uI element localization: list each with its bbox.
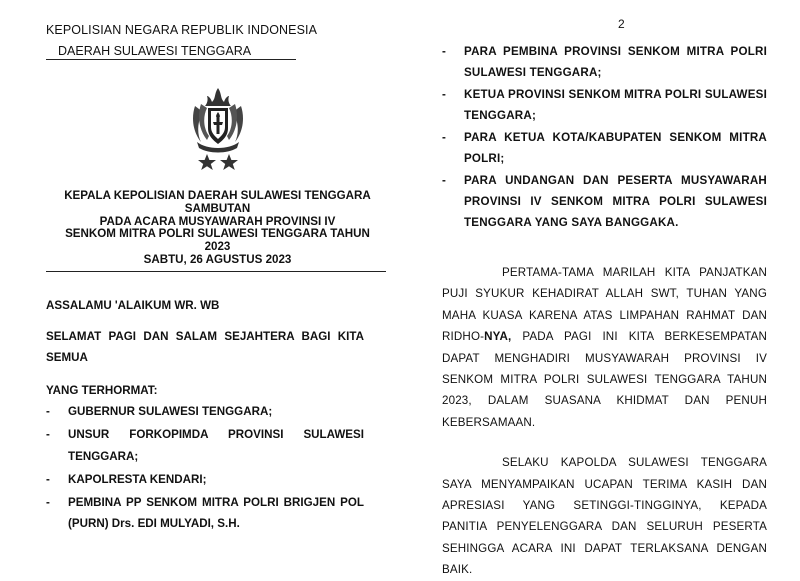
greeting-morning: SELAMAT PAGI DAN SALAM SEJAHTERA BAGI KITA SEMUA — [46, 329, 364, 364]
document-page-left — [0, 0, 400, 563]
list-item-text: PARA UNDANGAN DAN PESERTA MUSYAWARAH PROVINSI IV SENKOM MITRA POLRI SULAWESI TENGGARA YANG SAYA BANGGAKA. — [464, 174, 767, 229]
title-line: SABTU, 26 AGUSTUS 2023 — [143, 252, 292, 266]
bullet-dash: - — [442, 174, 447, 187]
list-item — [442, 41, 767, 83]
list-item-text: KETUA PROVINSI SENKOM MITRA POLRI SULAWESI TENGGARA; — [464, 88, 767, 122]
title-line: 2023 — [204, 240, 231, 254]
title-line: SAMBUTAN — [184, 201, 251, 215]
header-region: DAERAH SULAWESI TENGGARA — [58, 44, 252, 58]
list-item — [442, 84, 767, 126]
bullet-dash: - — [442, 45, 447, 58]
left-body — [46, 295, 364, 536]
addressee-list-continued — [442, 41, 767, 233]
title-line: SENKOM MITRA POLRI SULAWESI TENGGARA TAHUN — [65, 227, 370, 241]
list-item — [46, 469, 364, 491]
list-item — [46, 492, 364, 535]
paragraph-text: PADA PAGI INI KITA BERKESEMPATAN DAPAT MENGHADIRI MUSYAWARAH PROVINSI IV SENKOM MITRA POLRI SULAWESI TENGGARA TAHUN 2023, DALAM SUASANA KHIDMAT DAN PENUH KEBERSAMAAN. — [442, 330, 767, 429]
bullet-dash: - — [442, 88, 447, 101]
header-institution: KEPOLISIAN NEGARA REPUBLIK INDONESIA — [46, 23, 318, 37]
paragraph-text: PERTAMA-TAMA MARILAH KITA PANJATKAN PUJI SYUKUR KEHADIRAT ALLAH SWT, TUHAN YANG MAHA KUASA KARENA ATAS LIMPAHAN RAHMAT DAN RIDHO- — [442, 266, 767, 344]
bullet-dash: - — [46, 405, 50, 418]
paragraph-gratitude — [442, 262, 767, 433]
bullet-dash: - — [442, 131, 447, 144]
list-item-text: PEMBINA PP SENKOM MITRA POLRI BRIGJEN POL (PURN) Drs. EDI MULYADI, S.H. — [68, 495, 364, 530]
paragraph-appreciation — [442, 452, 767, 580]
list-item-text: GUBERNUR SULAWESI TENGGARA; — [68, 405, 273, 418]
list-item — [46, 424, 364, 467]
list-item — [442, 170, 767, 233]
bullet-dash: - — [46, 495, 50, 509]
title-line: KEPALA KEPOLISIAN DAERAH SULAWESI TENGGARA — [64, 189, 371, 202]
bullet-dash: - — [46, 472, 50, 486]
list-item — [46, 401, 364, 423]
list-item-text: PARA KETUA KOTA/KABUPATEN SENKOM MITRA POLRI; — [464, 131, 767, 165]
page-number: 2 — [618, 17, 625, 31]
bullet-dash: - — [46, 428, 50, 441]
list-item-text: UNSUR FORKOPIMDA PROVINSI SULAWESI TENGGARA; — [68, 428, 364, 463]
title-line: PADA ACARA MUSYAWARAH PROVINSI IV — [99, 214, 336, 228]
addressee-list — [46, 401, 364, 535]
paragraph-bold-text: NYA, — [484, 330, 512, 344]
document-title — [40, 190, 395, 267]
police-emblem-icon — [183, 84, 253, 174]
header-divider — [46, 59, 296, 60]
paragraph-text: SELAKU KAPOLDA SULAWESI TENGGARA SAYA MENYAMPAIKAN UCAPAN TERIMA KASIH DAN APRESIASI YANG SETINGGI-TINGGINYA, KEPADA PANITIA PENYELENGGARA DAN SELURUH PESERTA SEHINGGA ACARA INI DAPAT TERLAKSANA DENGAN BAIK. — [442, 456, 767, 577]
greeting-salam: ASSALAMU 'ALAIKUM WR. WB — [46, 299, 220, 312]
addressee-heading: YANG TERHORMAT: — [46, 383, 158, 397]
right-body — [442, 41, 767, 581]
title-divider — [46, 271, 386, 272]
list-item-text: KAPOLRESTA KENDARI; — [68, 472, 207, 486]
list-item — [442, 127, 767, 169]
list-item-text: PARA PEMBINA PROVINSI SENKOM MITRA POLRI SULAWESI TENGGARA; — [464, 45, 767, 79]
